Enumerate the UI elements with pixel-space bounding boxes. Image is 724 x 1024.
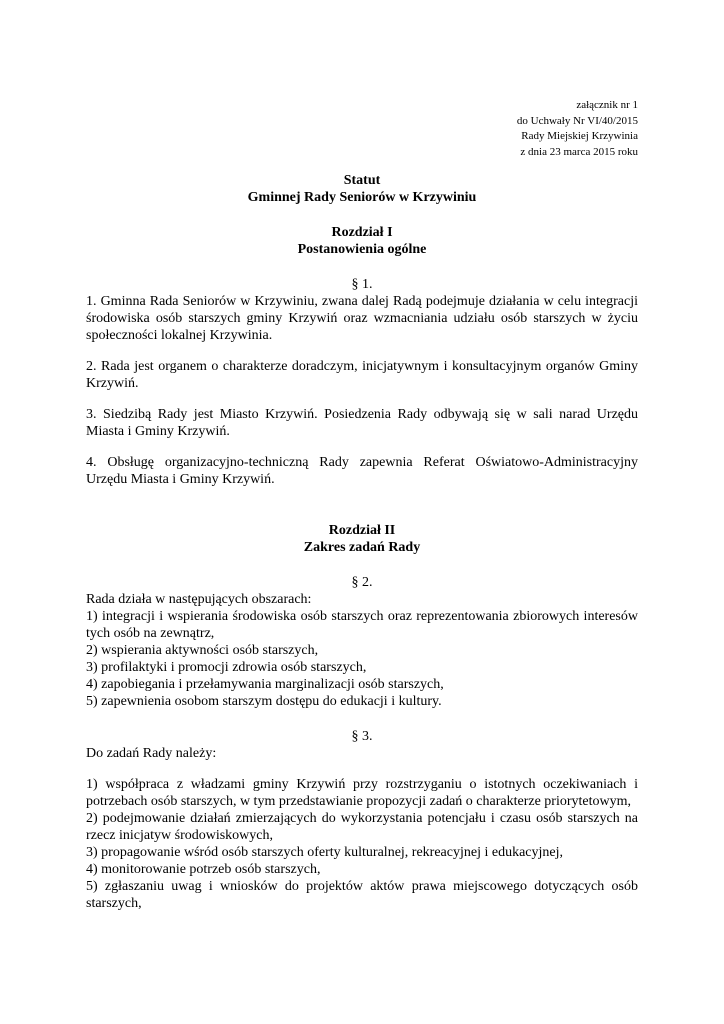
title-line: Statut — [343, 173, 381, 188]
list-item: 2) wspierania aktywności osób starszych, — [86, 643, 319, 658]
annex-line: do Uchwały Nr VI/40/2015 — [516, 114, 638, 127]
areas-intro: Rada działa w następujących obszarach: — [86, 592, 312, 607]
chapter-subtitle: Postanowienia ogólne — [297, 242, 427, 257]
paragraph: 1. Gminna Rada Seniorów w Krzywiniu, zwana dalej Radą podejmuje działania w celu integracji środowiska osób starszych gminy Krzywiń oraz wzmacniania udziału osób starszych w życiu społeczności lokalnej Krzywinia. — [86, 294, 638, 343]
list-item: 1) współpraca z władzami gminy Krzywiń przy rozstrzyganiu o istotnych oczekiwaniach i potrzebach osób starszych, w tym przedstawianie propozycji zadań o charakterze priorytetowym, — [86, 777, 638, 809]
title — [86, 172, 638, 206]
chapter-1-heading — [86, 224, 638, 258]
list-item: 2) podejmowanie działań zmierzających do wykorzystania potencjału i czasu osób starszych na rzecz inicjatyw środowiskowych, — [86, 811, 638, 843]
section-3-label: § 3. — [351, 729, 373, 744]
paragraph: 3. Siedzibą Rady jest Miasto Krzywiń. Posiedzenia Rady odbywają się w sali narad Urzędu Miasta i Gminy Krzywiń. — [86, 407, 638, 439]
annex-line: Rady Miejskiej Krzywinia — [521, 130, 638, 142]
paragraph: 4. Obsługę organizacyjno-techniczną Rady zapewnia Referat Oświatowo-Administracyjny Urzędu Miasta i Gminy Krzywiń. — [86, 455, 638, 487]
section-1-label: § 1. — [351, 277, 373, 292]
list-item: 5) zgłaszaniu uwag i wniosków do projektów aktów prawa miejscowego dotyczących osób starszych, — [86, 879, 638, 911]
annex-line: z dnia 23 marca 2015 roku — [520, 145, 638, 158]
section-2-label: § 2. — [351, 575, 373, 590]
title-line: Gminnej Rady Seniorów w Krzywiniu — [247, 190, 477, 205]
list-item: 4) monitorowanie potrzeb osób starszych, — [86, 862, 321, 877]
list-item: 4) zapobiegania i przełamywania marginalizacji osób starszych, — [86, 677, 444, 692]
chapter-subtitle: Zakres zadań Rady — [303, 540, 421, 555]
paragraph: 2. Rada jest organem o charakterze doradczym, inicjatywnym i konsultacyjnym organów Gminy Krzywiń. — [86, 359, 638, 391]
list-item: 1) integracji i wspierania środowiska osób starszych oraz reprezentowania zbiorowych interesów tych osób na zewnątrz, — [86, 609, 638, 641]
list-item: 3) profilaktyki i promocji zdrowia osób starszych, — [86, 660, 367, 675]
tasks-intro: Do zadań Rady należy: — [86, 746, 217, 761]
chapter-2-heading — [86, 522, 638, 556]
chapter-title: Rozdział II — [328, 523, 396, 538]
chapter-title: Rozdział I — [331, 225, 393, 240]
list-item: 5) zapewnienia osobom starszym dostępu do edukacji i kultury. — [86, 694, 442, 709]
annex-line: załącznik nr 1 — [576, 99, 638, 111]
annex-header — [517, 98, 638, 160]
document-body — [86, 172, 638, 912]
list-item: 3) propagowanie wśród osób starszych oferty kulturalnej, rekreacyjnej i edukacyjnej, — [86, 845, 563, 860]
